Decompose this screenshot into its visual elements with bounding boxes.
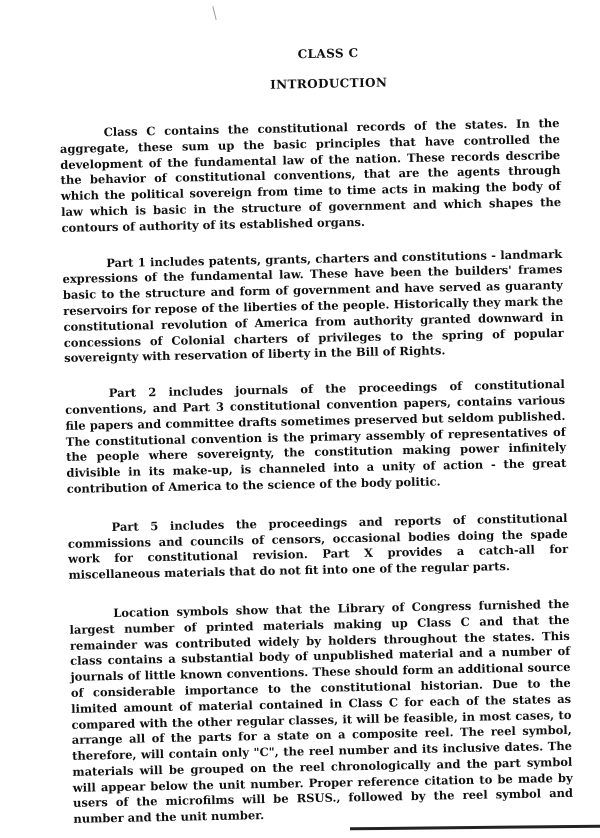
document-title: CLASS C [297, 45, 359, 62]
paragraph-part-2-3: Part 2 includes journals of the proceedings of constitutional conventions, and Part 3 constitutional convention papers, contains various file papers and committee drafts sometimes preserved but seldom published. The constitutional convention is the primary assembly of representatives of the people where sovereignty, the constitution making power infinitely divisible in its make-up, is channeled into a unity of action - the great contribution of America to the science of the body politic. [65, 377, 567, 496]
paragraph-part-5-x: Part 5 includes the proceedings and reports of constitutional commissions and councils of censors, occasional bodies doing the spade work for constitutional revision. Part X provides a catch-all for miscellaneous materials that do not fit into one of the regular parts. [67, 510, 569, 583]
scan-edge-shadow [350, 825, 600, 831]
document-subtitle: INTRODUCTION [269, 75, 388, 92]
paragraph-class-c-overview: Class C contains the constitutional records of the states. In the aggregate, these sum up the basic principles that have controlled the development of the fundamental law of the nation. These records describe the behavior of constitutional conventions, that are the agents through which the political sovereign from time to time acts in making the body of law which is basic in the structure of government and which shapes the contours of authority of its established organs. [59, 115, 562, 235]
stray-pen-mark [212, 6, 216, 20]
document-body [58, 42, 573, 828]
paragraph-location-symbols: Location symbols show that the Library of Congress furnished the largest number of printed materials making up Class C and that the remainder was contributed widely by holders throughout the states. This class contains a substantial body of unpublished material and a number of journals of little known conventions. These should form an additional source of considerable importance to the constitutional historian. Due to the limited amount of material contained in Class C for each of the states as compared with the other regular classes, it will be feasible, in most cases, to arrange all of the parts for a state on a composite reel. The reel symbol, therefore, will contain only "C", the reel number and its inclusive dates. The materials will be grouped on the reel chronologically and the part symbol will appear below the unit number. Proper reference citation to be made by users of the microfilms will be RSUS., followed by the reel symbol and number and the unit number. [69, 596, 574, 827]
paragraph-part-1: Part 1 includes patents, grants, charters and constitutions - landmark expressions of the fundamental law. These have been the builders' frames basic to the structure and form of government and have served as guaranty reservoirs for repose of the liberties of the people. Historically they mark the constitutional revolution of America from authority granted downward in concessions of Colonial charters of privileges to the spring of popular sovereignty with reservation of liberty in the Bill of Rights. [62, 246, 564, 366]
